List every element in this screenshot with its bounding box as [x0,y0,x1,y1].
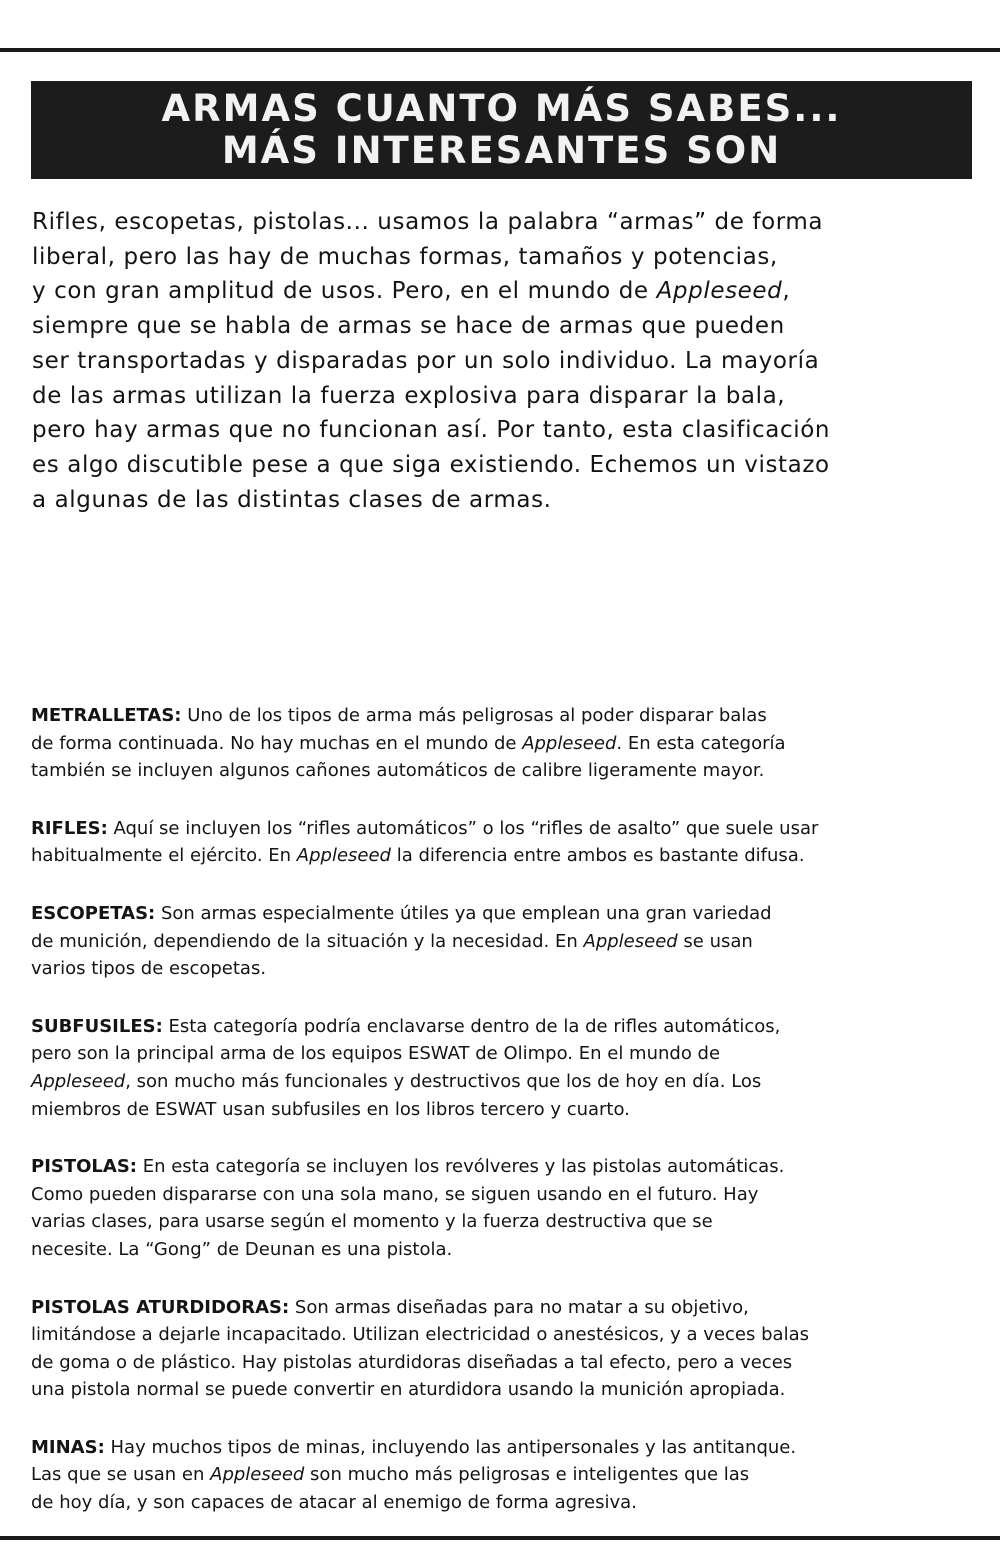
entry-line [31,1434,986,1462]
entry-minas [31,1434,986,1517]
entry-line: Como pueden dispararse con una sola mano, se siguen usando en el futuro. Hay [31,1183,759,1205]
intro-line: pero hay armas que no funcionan así. Por tanto, esta clasificación [32,417,831,444]
appleseed-title: Appleseed [522,732,617,754]
title-line-2: MÁS INTERESANTES SON [221,129,782,172]
entry-text: la diferencia entre ambos es bastante difusa. [390,845,805,867]
appleseed-title: Appleseed [583,930,678,952]
intro-paragraph [32,205,982,517]
intro-line: es algo discutible pese a que siga existiendo. Echemos un vistazo [32,451,830,478]
entry-term: RIFLES: [31,817,108,839]
entry-line [31,815,986,843]
entry-text: Uno de los tipos de arma más peligrosas al poder disparar balas [181,705,767,726]
appleseed-title: Appleseed [210,1464,305,1486]
intro-line: a algunas de las distintas clases de armas. [32,486,552,513]
entry-text: de munición, dependiendo de la situación y la necesidad. En [31,930,584,952]
intro-line: Rifles, escopetas, pistolas... usamos la palabra “armas” de forma [32,209,824,235]
entry-line [31,1294,986,1322]
entry-text: habitualmente el ejército. En [31,845,297,867]
entry-line [31,1461,986,1489]
appleseed-title: Appleseed [31,1070,126,1092]
intro-text: y con gran amplitud de usos. Pero, en el mundo de [32,278,657,305]
entry-line [31,1068,986,1096]
appleseed-title: Appleseed [656,278,783,305]
entry-line [31,842,986,870]
entry-term: METRALLETAS: [31,705,182,726]
title-banner [31,81,972,179]
entry-term: MINAS: [31,1436,105,1458]
intro-line: siempre que se habla de armas se hace de armas que pueden [32,313,785,340]
intro-line: de las armas utilizan la fuerza explosiva para disparar la bala, [32,382,786,409]
entry-text: Aquí se incluyen los “rifles automáticos” o los “rifles de asalto” que suele usar [107,817,819,839]
entry-term: PISTOLAS ATURDIDORAS: [31,1296,290,1318]
entry-term: ESCOPETAS: [31,902,156,924]
entry-line: de hoy día, y son capaces de atacar al enemigo de forma agresiva. [31,1492,637,1514]
entry-text: . En esta categoría [616,732,786,754]
entry-line: varias clases, para usarse según el momento y la fuerza destructiva que se [31,1211,713,1233]
entry-rifles [31,815,986,870]
entry-text: Son armas especialmente útiles ya que emplean una gran variedad [155,902,772,924]
entry-line: limitándose a dejarle incapacitado. Utilizan electricidad o anestésicos, y a veces balas [31,1324,809,1346]
entry-text: Las que se usan en [31,1464,211,1486]
entry-text: son mucho más peligrosas e inteligentes que las [304,1464,750,1486]
entry-subfusiles [31,1013,986,1123]
entry-line: de goma o de plástico. Hay pistolas aturdidoras diseñadas a tal efecto, pero a veces [31,1351,793,1373]
entry-escopetas [31,900,986,983]
weapon-categories [31,702,986,1547]
entry-term: PISTOLAS: [31,1156,137,1178]
entry-line [31,730,986,758]
entry-line: pero son la principal arma de los equipos ESWAT de Olimpo. En el mundo de [31,1043,721,1065]
entry-line [31,702,986,730]
intro-line: liberal, pero las hay de muchas formas, tamaños y potencias, [32,243,778,270]
entry-text: En esta categoría se incluyen los revólveres y las pistolas automáticas. [137,1156,785,1178]
intro-line [32,274,982,309]
entry-text: Hay muchos tipos de minas, incluyendo las antipersonales y las antitanque. [104,1436,797,1458]
entry-text: Esta categoría podría enclavarse dentro de la de rifles automáticos, [162,1015,781,1037]
intro-text: , [782,278,791,305]
title-line-1: ARMAS CUANTO MÁS SABES... [161,87,842,130]
entry-line [31,1013,986,1041]
intro-line: ser transportadas y disparadas por un solo individuo. La mayoría [32,347,820,374]
entry-text: de forma continuada. No hay muchas en el mundo de [31,732,523,754]
entry-line: miembros de ESWAT usan subfusiles en los libros tercero y cuarto. [31,1098,630,1120]
entry-line [31,1153,986,1181]
entry-text: se usan [677,930,753,952]
appleseed-title: Appleseed [296,845,391,867]
entry-line: una pistola normal se puede convertir en aturdidora usando la munición apropiada. [31,1379,786,1401]
entry-line [31,900,986,928]
entry-pistolas-aturdidoras [31,1294,986,1404]
bottom-rule [0,1536,1000,1540]
entry-term: SUBFUSILES: [31,1015,163,1037]
entry-pistolas [31,1153,986,1263]
entry-text: Son armas diseñadas para no matar a su objetivo, [289,1296,749,1318]
entry-line: necesite. La “Gong” de Deunan es una pistola. [31,1238,453,1260]
entry-line [31,928,986,956]
entry-line: varios tipos de escopetas. [31,958,267,980]
entry-text: , son mucho más funcionales y destructivos que los de hoy en día. Los [125,1070,762,1092]
entry-metralletas [31,702,986,785]
top-rule [0,48,1000,52]
entry-line: también se incluyen algunos cañones automáticos de calibre ligeramente mayor. [31,760,765,782]
